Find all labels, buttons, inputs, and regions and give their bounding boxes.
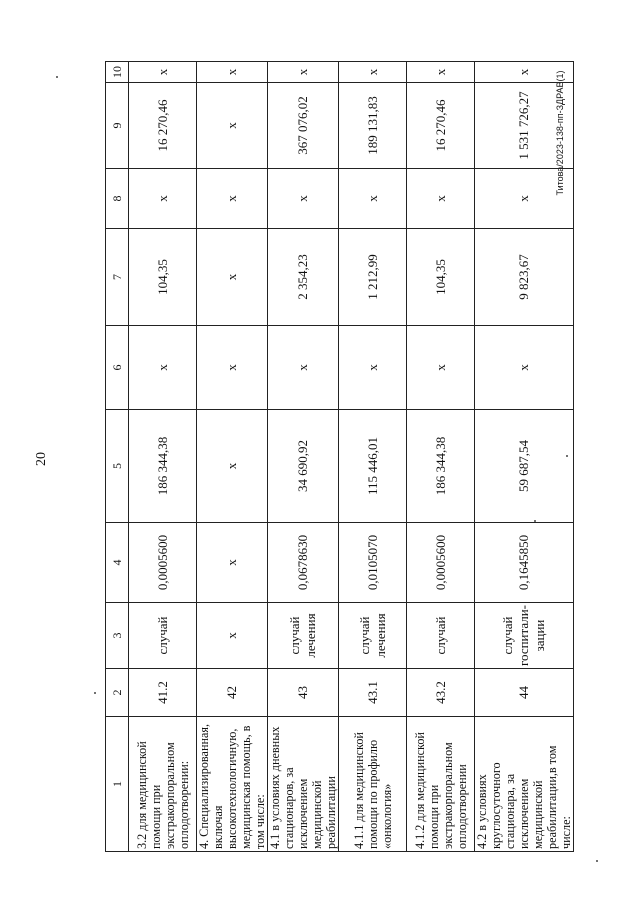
table-cell: 367 076,02 [268, 83, 339, 169]
table-cell: 0,0105070 [339, 523, 407, 603]
table-cell: 43 [268, 669, 339, 717]
scan-speck [596, 860, 598, 862]
scan-speck [94, 692, 96, 694]
table-header-row [106, 62, 129, 852]
table-cell: х [197, 410, 268, 523]
table-row [407, 62, 475, 852]
table-cell: 1 212,99 [339, 229, 407, 326]
table-cell: х [197, 229, 268, 326]
table-cell: 104,35 [407, 229, 475, 326]
table-cell: х [197, 603, 268, 669]
table-cell: х [197, 62, 268, 83]
table-cell: 16 270,46 [407, 83, 475, 169]
row-label-cell: 4.1 в условиях дневных стационаров, за исключением медицинской реабилитации [268, 717, 339, 852]
table-cell: 16 270,46 [129, 83, 197, 169]
table-cell: 44 [475, 669, 574, 717]
table-cell: 43.1 [339, 669, 407, 717]
column-number-header: 8 [106, 169, 129, 229]
table-cell: 41.2 [129, 669, 197, 717]
table-cell: х [339, 62, 407, 83]
table-cell: 42 [197, 669, 268, 717]
table-cell: 189 131,83 [339, 83, 407, 169]
table-cell: х [268, 326, 339, 410]
column-number-header: 2 [106, 669, 129, 717]
table-cell: 104,35 [129, 229, 197, 326]
column-number-header: 9 [106, 83, 129, 169]
table-cell: х [339, 326, 407, 410]
scan-speck [566, 455, 568, 457]
column-number-header: 4 [106, 523, 129, 603]
table-row [339, 62, 407, 852]
table-cell: х [268, 62, 339, 83]
table-cell: 2 354,23 [268, 229, 339, 326]
table-cell: случай лечения [268, 603, 339, 669]
column-number-header: 1 [106, 717, 129, 852]
table-cell: х [197, 169, 268, 229]
table-cell: х [407, 169, 475, 229]
column-number-header: 6 [106, 326, 129, 410]
table-cell: х [475, 62, 574, 83]
table-cell: х [268, 169, 339, 229]
row-label-cell: 4.1.2 для медицинской помощи при экстракорпоральном оплодотворении [407, 717, 475, 852]
table-cell: 186 344,38 [129, 410, 197, 523]
table-cell: х [407, 62, 475, 83]
page-number: 20 [34, 452, 49, 466]
column-number-header: 5 [106, 410, 129, 523]
table-cell: 0,0678630 [268, 523, 339, 603]
scan-speck [56, 76, 58, 78]
table-cell: х [197, 326, 268, 410]
column-number-header: 10 [106, 62, 129, 83]
column-number-header: 3 [106, 603, 129, 669]
table-cell: случай [129, 603, 197, 669]
table-cell: х [197, 83, 268, 169]
table-cell: случай лечения [339, 603, 407, 669]
table-cell: 0,1645850 [475, 523, 574, 603]
table-cell: 0,0005600 [129, 523, 197, 603]
table-cell: х [475, 169, 574, 229]
row-label-cell: 4. Специализированная, включая высокотехнологичную, медицинская помощь, в том числе: [197, 717, 268, 852]
table-row [129, 62, 197, 852]
data-table [105, 61, 574, 852]
table-cell: случай [407, 603, 475, 669]
table-cell: 9 823,67 [475, 229, 574, 326]
table-cell: 186 344,38 [407, 410, 475, 523]
table-cell: х [129, 326, 197, 410]
table-cell: х [197, 523, 268, 603]
document-footer-tag: Титова/2023-138-пп-ЗДРАВ(1) [555, 70, 565, 196]
row-label-cell: 4.2 в условиях круглосуточного стационара, за исключением медицинской реабилитации,в том числе: [475, 717, 574, 852]
column-number-header: 7 [106, 229, 129, 326]
table-row [475, 62, 574, 852]
table-cell: 59 687,54 [475, 410, 574, 523]
table-cell: х [407, 326, 475, 410]
table-cell: случай госпитали-зации [475, 603, 574, 669]
table-row [197, 62, 268, 852]
row-label-cell: 3.2 для медицинской помощи при экстракорпоральном оплодотворении: [129, 717, 197, 852]
table-cell: х [129, 62, 197, 83]
table-cell: 115 446,01 [339, 410, 407, 523]
table-cell: х [475, 326, 574, 410]
row-label-cell: 4.1.1 для медицинской помощи по профилю «онкология» [339, 717, 407, 852]
table-cell: 1 531 726,27 [475, 83, 574, 169]
table-cell: х [129, 169, 197, 229]
table-cell: х [339, 169, 407, 229]
table-cell: 0,0005600 [407, 523, 475, 603]
scan-speck [534, 520, 536, 522]
table-cell: 34 690,92 [268, 410, 339, 523]
table-row [268, 62, 339, 852]
table-cell: 43.2 [407, 669, 475, 717]
